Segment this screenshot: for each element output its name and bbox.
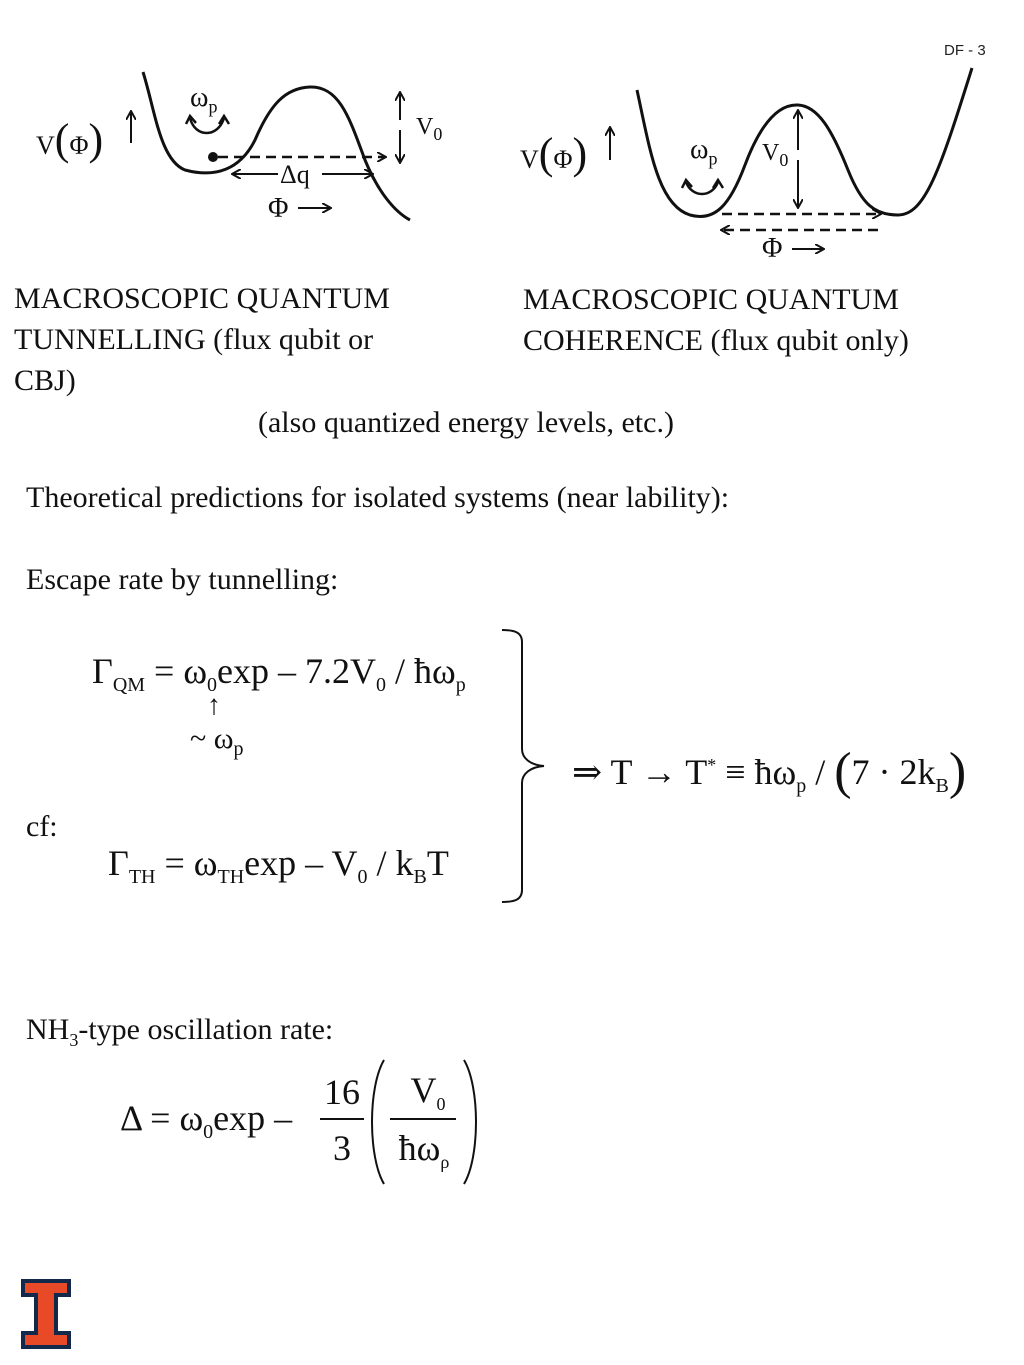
phi-axis-label: Φ	[762, 233, 783, 264]
fraction-denominator: 3	[333, 1128, 351, 1168]
right-brace	[498, 624, 558, 908]
v0-label: $V_0$	[762, 140, 789, 170]
caption-tunnelling-line1: MACROSCOPIC QUANTUM	[14, 282, 390, 315]
caption-coherence-line1: MACROSCOPIC QUANTUM	[523, 283, 899, 316]
inner-fraction-bar	[390, 1118, 456, 1120]
diagram-tunnelling	[0, 0, 480, 260]
v0-label: $V_0$	[416, 114, 443, 144]
equation-delta-lhs: $\Delta = \omega_0\exp$ –	[120, 1098, 293, 1144]
annotation-omega-p: ~ $\omega_p$	[190, 722, 244, 760]
cf-label: cf:	[26, 810, 58, 843]
particle-dot	[208, 152, 218, 162]
escape-rate-heading: Escape rate by tunnelling:	[26, 563, 339, 596]
predictions-heading: Theoretical predictions for isolated systems (near lability):	[26, 481, 730, 514]
caption-coherence-line2: COHERENCE (flux qubit only)	[523, 324, 909, 357]
fraction-bar	[320, 1118, 364, 1120]
diagram-coherence	[500, 0, 1000, 270]
annotation-arrow: ↑	[207, 690, 221, 721]
fraction-v0: $V_0$	[410, 1070, 446, 1115]
caption-note: (also quantized energy levels, etc.)	[258, 406, 674, 439]
slide-label: DF - 3	[944, 42, 986, 59]
potential-label: V(Φ)	[520, 129, 588, 178]
equation-crossover-temperature: ⇒ $T \to T^* \equiv ħ\omega_p / (7 \cdot 2k_B)$	[572, 743, 967, 800]
caption-tunnelling-line2: TUNNELLING (flux qubit or	[14, 323, 374, 356]
fraction-hbar-omega: $ħ\omega_\rho$	[398, 1128, 450, 1173]
equation-delta	[120, 1055, 500, 1190]
caption-tunnelling-line3: CBJ)	[14, 364, 76, 397]
omega-p-label: $\omega_p$	[690, 134, 718, 169]
phi-axis-label: Φ	[268, 193, 289, 224]
fraction-numerator: 16	[324, 1072, 360, 1112]
block-i-logo	[20, 1278, 72, 1350]
equation-gamma-th: $\Gamma_{TH} = \omega_{TH}\exp - V_0 / k_BT$	[108, 843, 449, 889]
omega-p-label: $\omega_p$	[190, 82, 218, 117]
potential-label: V(Φ)	[36, 115, 104, 164]
equation-gamma-qm: $\Gamma_{QM} = \omega_0\exp - 7.2V_0$ / $ħ\omega_p$	[92, 651, 466, 697]
nh3-heading: $NH_3$-type oscillation rate:	[26, 1013, 334, 1050]
delta-q-label: Δq	[280, 160, 310, 189]
